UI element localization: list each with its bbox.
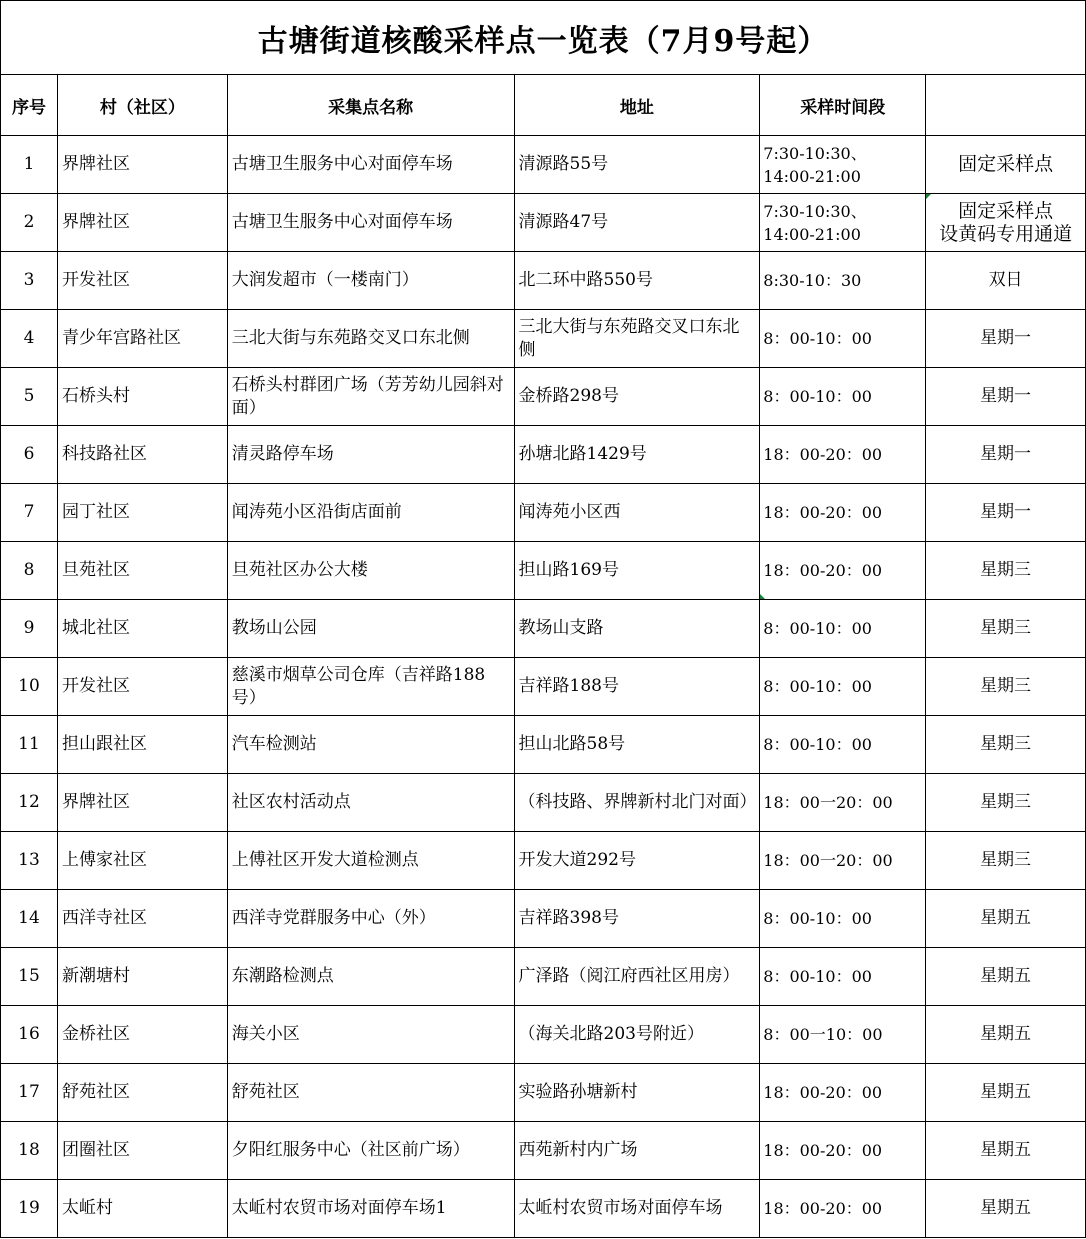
site-name: 西洋寺党群服务中心（外） xyxy=(227,890,514,948)
header-community: 村（社区） xyxy=(57,75,227,136)
row-number: 2 xyxy=(1,194,58,252)
site-name: 夕阳红服务中心（社区前广场） xyxy=(227,1122,514,1180)
table-row xyxy=(1,1006,1086,1064)
row-number: 6 xyxy=(1,426,58,484)
row-number: 16 xyxy=(1,1006,58,1064)
schedule-note: 星期三 xyxy=(926,542,1086,600)
community-name: 太岴村 xyxy=(57,1180,227,1238)
schedule-note: 星期三 xyxy=(926,774,1086,832)
header-time: 采样时间段 xyxy=(760,75,926,136)
site-name: 太岴村农贸市场对面停车场1 xyxy=(227,1180,514,1238)
schedule-note: 星期一 xyxy=(926,310,1086,368)
community-name: 舒苑社区 xyxy=(57,1064,227,1122)
table-row xyxy=(1,426,1086,484)
site-name: 教场山公园 xyxy=(227,600,514,658)
community-name: 上傅家社区 xyxy=(57,832,227,890)
site-address: （科技路、界牌新村北门对面） xyxy=(514,774,760,832)
site-name: 汽车检测站 xyxy=(227,716,514,774)
sampling-time: 8：00-10：00 xyxy=(760,310,926,368)
table-row xyxy=(1,890,1086,948)
sampling-time: 18：00-20：00 xyxy=(760,542,926,600)
table-row xyxy=(1,252,1086,310)
site-address: 西苑新村内广场 xyxy=(514,1122,760,1180)
sampling-time: 18：00-20：00 xyxy=(760,484,926,542)
schedule-note: 星期一 xyxy=(926,484,1086,542)
sampling-time: 18：00-20：00 xyxy=(760,1122,926,1180)
row-number: 1 xyxy=(1,136,58,194)
site-name: 古塘卫生服务中心对面停车场 xyxy=(227,194,514,252)
site-address: 担山北路58号 xyxy=(514,716,760,774)
comment-marker xyxy=(926,194,931,199)
sampling-time: 8:30-10：30 xyxy=(760,252,926,310)
table-row xyxy=(1,1180,1086,1238)
sampling-time: 8：00-10：00 xyxy=(760,658,926,716)
community-name: 旦苑社区 xyxy=(57,542,227,600)
site-address: 开发大道292号 xyxy=(514,832,760,890)
site-name: 东潮路检测点 xyxy=(227,948,514,1006)
community-name: 金桥社区 xyxy=(57,1006,227,1064)
site-address: 教场山支路 xyxy=(514,600,760,658)
sampling-time: 18：00-20：00 xyxy=(760,1064,926,1122)
header-site: 采集点名称 xyxy=(227,75,514,136)
site-name: 慈溪市烟草公司仓库（吉祥路188号） xyxy=(227,658,514,716)
sampling-time: 18：00-20：00 xyxy=(760,1180,926,1238)
row-number: 8 xyxy=(1,542,58,600)
table-row xyxy=(1,194,1086,252)
site-address: 清源路47号 xyxy=(514,194,760,252)
schedule-note: 星期五 xyxy=(926,890,1086,948)
schedule-note: 星期一 xyxy=(926,426,1086,484)
community-name: 城北社区 xyxy=(57,600,227,658)
schedule-note: 星期五 xyxy=(926,1064,1086,1122)
table-row xyxy=(1,658,1086,716)
community-name: 开发社区 xyxy=(57,252,227,310)
community-name: 新潮塘村 xyxy=(57,948,227,1006)
community-name: 界牌社区 xyxy=(57,194,227,252)
table-row xyxy=(1,1122,1086,1180)
site-name: 三北大街与东苑路交叉口东北侧 xyxy=(227,310,514,368)
schedule-note: 星期一 xyxy=(926,368,1086,426)
schedule-note: 星期五 xyxy=(926,1006,1086,1064)
table-row xyxy=(1,136,1086,194)
sampling-time: 18：00一20：00 xyxy=(760,832,926,890)
table-row xyxy=(1,542,1086,600)
comment-marker xyxy=(760,594,765,599)
schedule-note: 固定采样点 xyxy=(926,136,1086,194)
table-row xyxy=(1,774,1086,832)
site-name: 上傅社区开发大道检测点 xyxy=(227,832,514,890)
site-address: 吉祥路188号 xyxy=(514,658,760,716)
row-number: 13 xyxy=(1,832,58,890)
header-address: 地址 xyxy=(514,75,760,136)
row-number: 5 xyxy=(1,368,58,426)
row-number: 9 xyxy=(1,600,58,658)
row-number: 11 xyxy=(1,716,58,774)
table-row xyxy=(1,600,1086,658)
sampling-time: 8：00-10：00 xyxy=(760,368,926,426)
schedule-note: 星期三 xyxy=(926,832,1086,890)
sampling-time: 8：00-10：00 xyxy=(760,948,926,1006)
community-name: 石桥头村 xyxy=(57,368,227,426)
row-number: 12 xyxy=(1,774,58,832)
row-number: 10 xyxy=(1,658,58,716)
sampling-time: 8：00-10：00 xyxy=(760,600,926,658)
row-number: 3 xyxy=(1,252,58,310)
community-name: 园丁社区 xyxy=(57,484,227,542)
sampling-time: 7:30-10:30、 14:00-21:00 xyxy=(760,136,926,194)
header-note xyxy=(926,75,1086,136)
sampling-time: 8：00-10：00 xyxy=(760,716,926,774)
schedule-note: 星期三 xyxy=(926,600,1086,658)
sampling-time: 7:30-10:30、 14:00-21:00 xyxy=(760,194,926,252)
table-row xyxy=(1,310,1086,368)
table-row xyxy=(1,948,1086,1006)
row-number: 4 xyxy=(1,310,58,368)
header-no: 序号 xyxy=(1,75,58,136)
community-name: 科技路社区 xyxy=(57,426,227,484)
schedule-note: 星期五 xyxy=(926,948,1086,1006)
site-address: 孙塘北路1429号 xyxy=(514,426,760,484)
site-address: 三北大街与东苑路交叉口东北侧 xyxy=(514,310,760,368)
row-number: 7 xyxy=(1,484,58,542)
header-row xyxy=(1,75,1086,136)
schedule-note: 固定采样点 设黄码专用通道 xyxy=(926,194,1086,252)
row-number: 19 xyxy=(1,1180,58,1238)
site-address: 北二环中路550号 xyxy=(514,252,760,310)
table-row xyxy=(1,368,1086,426)
site-address: 太岴村农贸市场对面停车场 xyxy=(514,1180,760,1238)
site-name: 舒苑社区 xyxy=(227,1064,514,1122)
sampling-time: 8：00一10：00 xyxy=(760,1006,926,1064)
community-name: 开发社区 xyxy=(57,658,227,716)
table-title: 古塘街道核酸采样点一览表（7月9号起） xyxy=(1,1,1086,75)
site-name: 社区农村活动点 xyxy=(227,774,514,832)
community-name: 界牌社区 xyxy=(57,136,227,194)
schedule-note: 星期三 xyxy=(926,658,1086,716)
table-row xyxy=(1,832,1086,890)
community-name: 界牌社区 xyxy=(57,774,227,832)
site-name: 旦苑社区办公大楼 xyxy=(227,542,514,600)
table-row xyxy=(1,716,1086,774)
table-row xyxy=(1,484,1086,542)
row-number: 14 xyxy=(1,890,58,948)
sampling-time: 8：00-10：00 xyxy=(760,890,926,948)
site-address: 清源路55号 xyxy=(514,136,760,194)
sampling-time: 18：00-20：00 xyxy=(760,426,926,484)
community-name: 团圈社区 xyxy=(57,1122,227,1180)
row-number: 15 xyxy=(1,948,58,1006)
site-address: 广泽路（阅江府西社区用房） xyxy=(514,948,760,1006)
site-name: 古塘卫生服务中心对面停车场 xyxy=(227,136,514,194)
site-address: 实验路孙塘新村 xyxy=(514,1064,760,1122)
schedule-note: 双日 xyxy=(926,252,1086,310)
site-name: 海关小区 xyxy=(227,1006,514,1064)
row-number: 18 xyxy=(1,1122,58,1180)
site-address: 金桥路298号 xyxy=(514,368,760,426)
site-address: 吉祥路398号 xyxy=(514,890,760,948)
schedule-note: 星期五 xyxy=(926,1180,1086,1238)
community-name: 担山跟社区 xyxy=(57,716,227,774)
schedule-note: 星期三 xyxy=(926,716,1086,774)
site-name: 大润发超市（一楼南门） xyxy=(227,252,514,310)
site-address: 担山路169号 xyxy=(514,542,760,600)
site-name: 石桥头村群团广场（芳芳幼儿园斜对面） xyxy=(227,368,514,426)
site-name: 闻涛苑小区沿街店面前 xyxy=(227,484,514,542)
schedule-note: 星期五 xyxy=(926,1122,1086,1180)
community-name: 西洋寺社区 xyxy=(57,890,227,948)
sampling-time: 18：00一20：00 xyxy=(760,774,926,832)
row-number: 17 xyxy=(1,1064,58,1122)
site-address: （海关北路203号附近） xyxy=(514,1006,760,1064)
table-row xyxy=(1,1064,1086,1122)
community-name: 青少年宫路社区 xyxy=(57,310,227,368)
site-address: 闻涛苑小区西 xyxy=(514,484,760,542)
site-name: 清灵路停车场 xyxy=(227,426,514,484)
